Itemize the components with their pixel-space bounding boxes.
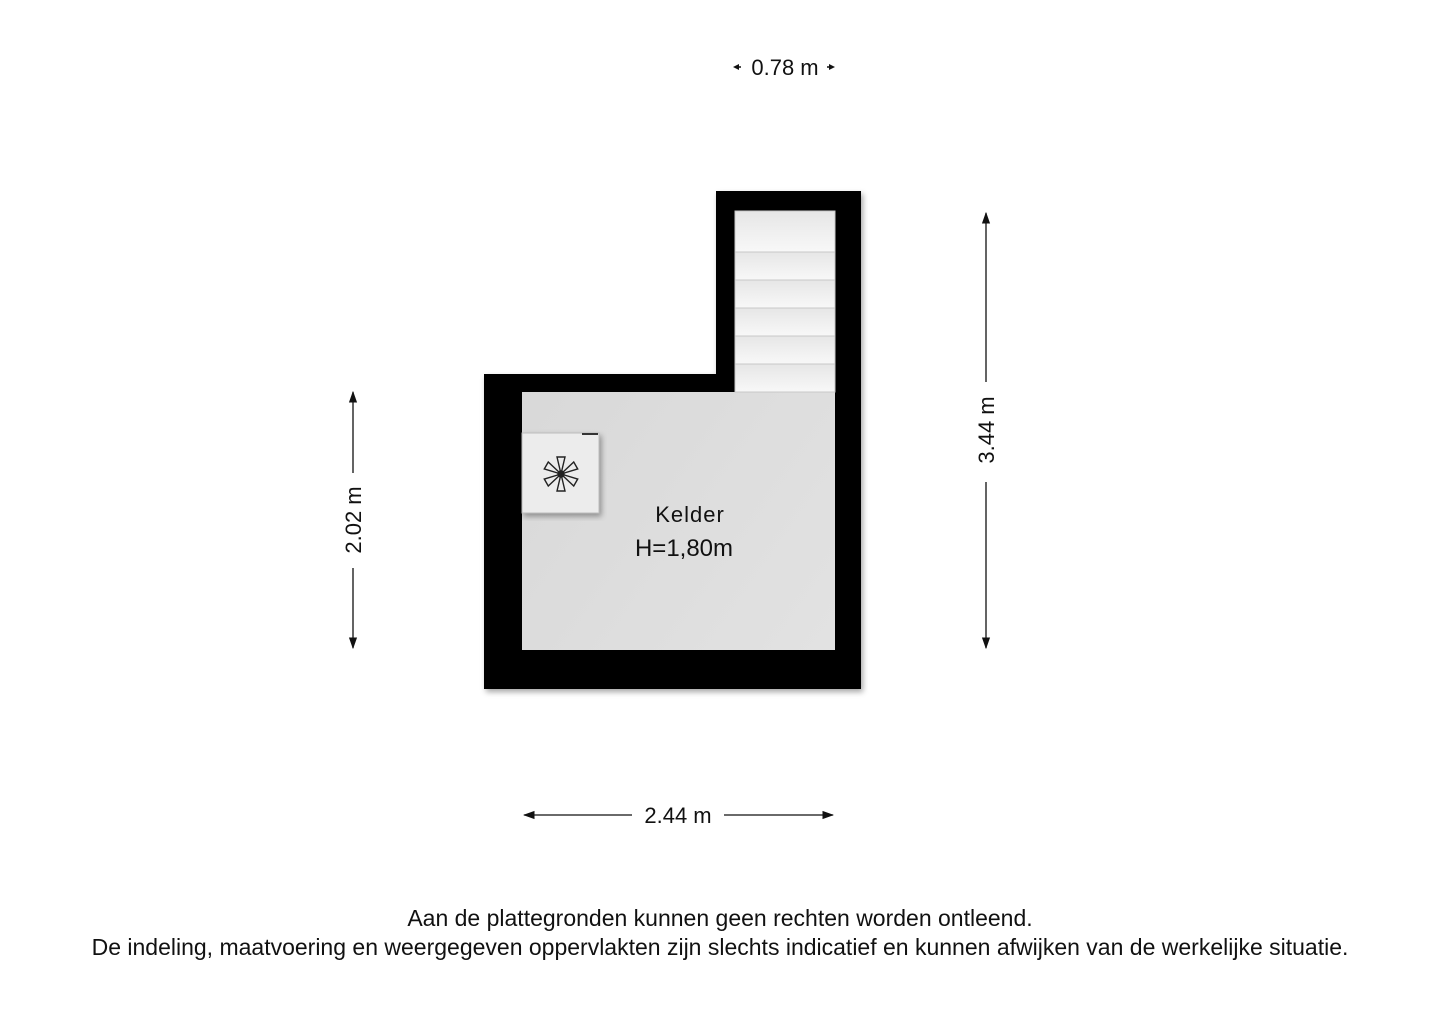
dimension-left xyxy=(341,392,366,648)
fan-unit-icon xyxy=(522,433,599,513)
dimension-right xyxy=(974,213,999,648)
dimension-left-label: 2.02 m xyxy=(341,486,366,554)
dimension-top-label: 0.78 m xyxy=(751,55,819,80)
room-height: H=1,80m xyxy=(634,535,734,562)
disclaimer-line-2: De indeling, maatvoering en weergegeven oppervlakten zijn slechts indicatief en kunnen afwijken van de werkelijke situatie. xyxy=(91,934,1349,960)
dimension-bottom xyxy=(524,803,833,828)
disclaimer-line-1: Aan de plattegronden kunnen geen rechten worden ontleend. xyxy=(407,905,1033,931)
dimension-right-label: 3.44 m xyxy=(974,396,999,464)
dimension-top xyxy=(733,55,835,80)
staircase-icon xyxy=(735,211,835,392)
room-name: Kelder xyxy=(655,502,725,527)
dimension-bottom-label: 2.44 m xyxy=(644,803,712,828)
